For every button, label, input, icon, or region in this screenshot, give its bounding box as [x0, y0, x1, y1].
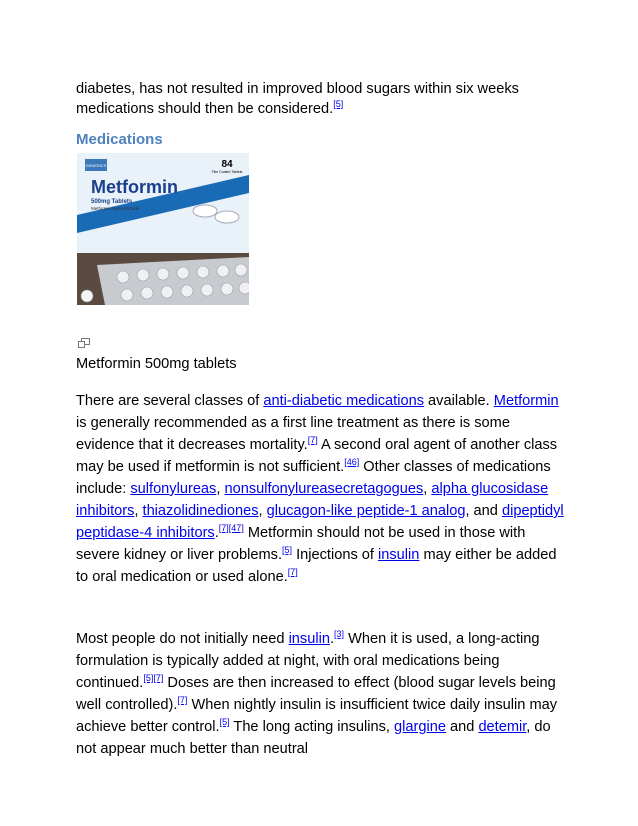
- link-glargine[interactable]: glargine: [394, 719, 446, 735]
- citation-link[interactable]: [46]: [344, 457, 360, 468]
- metformin-box-photo[interactable]: [77, 153, 249, 305]
- link-nonsulfonylureasecretagogues[interactable]: nonsulfonylureasecretagogues: [224, 481, 424, 497]
- link-insulin[interactable]: insulin: [378, 547, 420, 563]
- link-dpp4-inhibitors[interactable]: dipeptidyl peptidase-4 inhibitors: [76, 503, 564, 541]
- tablet-image: [193, 205, 217, 217]
- medications-paragraph-1: There are several classes of anti-diabetic medications available. Metformin is generally recommended as a first line treatment as there is some evidence that it decreases mortality.[7] A second oral agent of another class may be used if metformin is not sufficient.[46] Other classes of medications include: sulfonylureas, nonsulfonylureasecretagogues, alpha glucosidase inhibitors, thiazolidinediones, glucagon-like peptide-1 analog, and dipeptidyl peptidase-4 inhibitors.[7][47] Metformin should not be used in those with severe kidney or liver problems.[5] Injections of insulin may either be added to oral medication or used alone.[7]: [76, 393, 564, 585]
- citation-link[interactable]: [7][47]: [218, 523, 244, 534]
- citation-link[interactable]: [7]: [287, 567, 298, 578]
- link-glp1-analog[interactable]: glucagon-like peptide-1 analog: [266, 503, 466, 519]
- link-sulfonylureas[interactable]: sulfonylureas: [130, 481, 217, 497]
- link-detemir[interactable]: detemir: [478, 719, 527, 735]
- citation-link[interactable]: [5]: [333, 99, 344, 110]
- loose-tablet: [81, 290, 93, 302]
- intro-text: diabetes, has not resulted in improved blood sugars within six weeks medications should then be considered.: [76, 81, 519, 117]
- citation-link[interactable]: [7]: [177, 695, 188, 706]
- tablet-count: 84: [221, 159, 233, 170]
- tablet-image: [215, 211, 239, 223]
- enlarge-icon[interactable]: [77, 337, 91, 349]
- link-alpha-glucosidase-inhibitors[interactable]: alpha glucosidase inhibitors: [76, 481, 549, 519]
- medications-paragraph-2: Most people do not initially need insulin.[3] When it is used, a long-acting formulation is typically added at night, with oral medications being continued.[5][7] Doses are then increased to effect (blood sugar levels being well controlled).[7] When nightly insulin is insufficient twice daily insulin may achieve better control.[5] The long acting insulins, glargine and detemir, do not appear much better than neutral: [76, 629, 558, 757]
- link-insulin[interactable]: insulin: [288, 631, 330, 647]
- image-caption: Metformin 500mg tablets: [76, 356, 237, 372]
- section-heading-medications: Medications: [76, 131, 163, 148]
- citation-link[interactable]: [5]: [219, 717, 230, 728]
- link-anti-diabetic-medications[interactable]: anti-diabetic medications: [263, 393, 424, 409]
- brand-text: GENERICS: [85, 163, 107, 168]
- link-metformin[interactable]: Metformin: [493, 393, 559, 409]
- box-strength: 500mg Tablets: [91, 199, 133, 205]
- citation-link[interactable]: [5]: [282, 545, 293, 556]
- box-generic-name: Metformin hydrochloride: [91, 206, 140, 211]
- tablet-count-sub: Film Coated Tablets: [211, 170, 243, 174]
- citation-link[interactable]: [5][7]: [143, 673, 164, 684]
- box-drug-name: Metformin: [91, 177, 178, 197]
- citation-link[interactable]: [3]: [334, 629, 345, 640]
- intro-paragraph: [76, 79, 566, 119]
- link-thiazolidinediones[interactable]: thiazolidinediones: [142, 503, 259, 519]
- citation-link[interactable]: [7]: [307, 435, 318, 446]
